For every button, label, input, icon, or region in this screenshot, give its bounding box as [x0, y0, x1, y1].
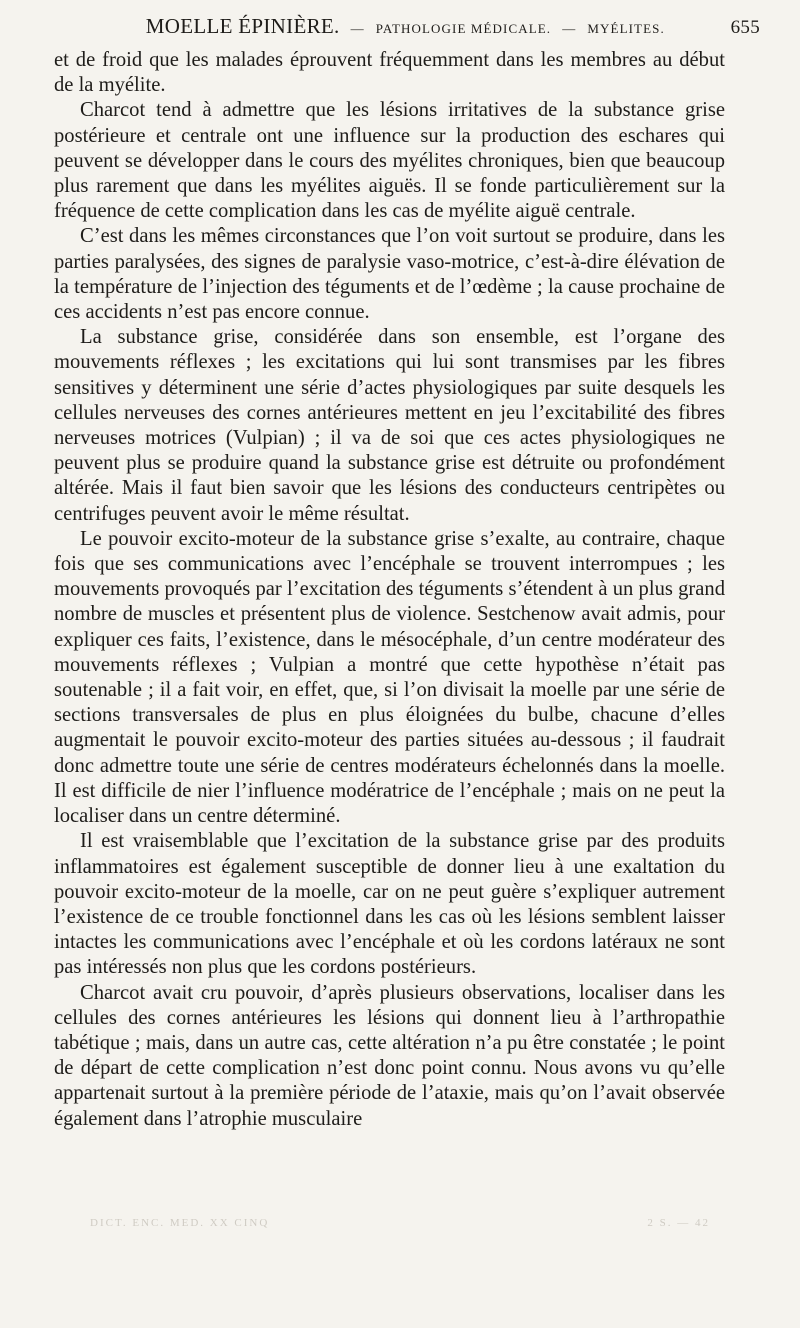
paragraph-6: Il est vraisemblable que l’excitation de la substance grise par des produits inflammatoires est également susceptible de donner lieu à une exaltation du pouvoir excito-moteur de la moelle, car on ne peut guère s’expliquer autrement l’existence de ce trouble fonctionnel dans les cas où les lésions semblent laisser intactes les communications avec l’encéphale et où les cordons latéraux ne sont pas intéressés non plus que les cordons postérieurs. — [54, 830, 725, 979]
header-dash-2: — — [562, 21, 577, 36]
footer-left: DICT. ENC. MED. XX CINQ — [90, 1217, 270, 1229]
paragraph-7: Charcot avait cru pouvoir, d’après plusieurs observations, localiser dans les cellules des cornes antérieures les lésions qui donnent lieu à l’arthropathie tabétique ; mais, dans un autre cas, cette altération n’a pu être constatée ; le point de départ de cette complication n’est donc point connu. Nous avons vu qu’elle appartenait surtout à la première période de l’ataxie, mais qu’on l’avait observée également dans l’atrophie musculaire — [54, 981, 725, 1130]
faint-footer — [90, 1217, 710, 1229]
body-text — [54, 48, 725, 1132]
header-subject: PATHOLOGIE MÉDICALE. — [375, 21, 552, 36]
header-dash-1: — — [350, 21, 365, 36]
paragraph-3: C’est dans les mêmes circonstances que l’on voit surtout se produire, dans les parties paralysées, des signes de paralysie vaso-motrice, c’est-à-dire élévation de la température de l’injection des téguments et de l’œdème ; la cause prochaine de ces accidents n’est pas encore connue. — [54, 225, 725, 324]
running-head — [40, 14, 760, 46]
header-topic: MYÉLITES. — [587, 21, 665, 36]
page-number: 655 — [730, 17, 760, 38]
header-section: MOELLE ÉPINIÈRE. — [145, 14, 340, 38]
paragraph-2: Charcot tend à admettre que les lésions irritatives de la substance grise postérieure et centrale ont une influence sur la production des eschares qui peuvent se développer dans le cours des myélites chroniques, bien que beaucoup plus rarement que dans les myélites aiguës. Il se fonde particulièrement sur la fréquence de cette complication dans les cas de myélite aiguë centrale. — [54, 99, 725, 223]
footer-right: 2 S. — 42 — [647, 1217, 710, 1229]
paragraph-4: La substance grise, considérée dans son ensemble, est l’organe des mouvements réflexes ; les excitations qui lui sont transmises par les fibres sensitives y déterminent une série d’actes physiologiques par suite desquels les cellules nerveuses des cornes antérieures mettent en jeu l’excitabilité des fibres nerveuses motrices (Vulpian) ; il va de soi que ces actes physiologiques ne peuvent plus se produire quand la substance grise est détruite ou profondément altérée. Mais il faut bien savoir que les lésions des conducteurs centripètes ou centrifuges peuvent avoir le même résultat. — [54, 326, 725, 525]
paragraph-1: et de froid que les malades éprouvent fréquemment dans les membres au début de la myélite. — [54, 49, 725, 97]
header-title-group — [146, 14, 665, 39]
paragraph-5: Le pouvoir excito-moteur de la substance grise s’exalte, au contraire, chaque fois que ses communications avec l’encéphale se trouvent interrompues ; les mouvements provoqués par l’excitation des téguments s’étendent à un plus grand nombre de muscles et présentent plus de violence. Sestchenow avait admis, pour expliquer ces faits, l’existence, dans le mésocéphale, d’un centre modérateur des mouvements réflexes ; Vulpian a montré que cette hypothèse n’était pas soutenable ; il a fait voir, en effet, que, si l’on divisait la moelle par une série de sections transversales de plus en plus éloignées du bulbe, chacune d’elles augmentait le pouvoir excito-moteur des parties situées au-dessous ; il faudrait donc admettre toute une série de centres modérateurs échelonnés dans la moelle. Il est difficile de nier l’influence modératrice de l’encéphale ; mais on ne peut la localiser dans un centre déterminé. — [54, 527, 725, 828]
